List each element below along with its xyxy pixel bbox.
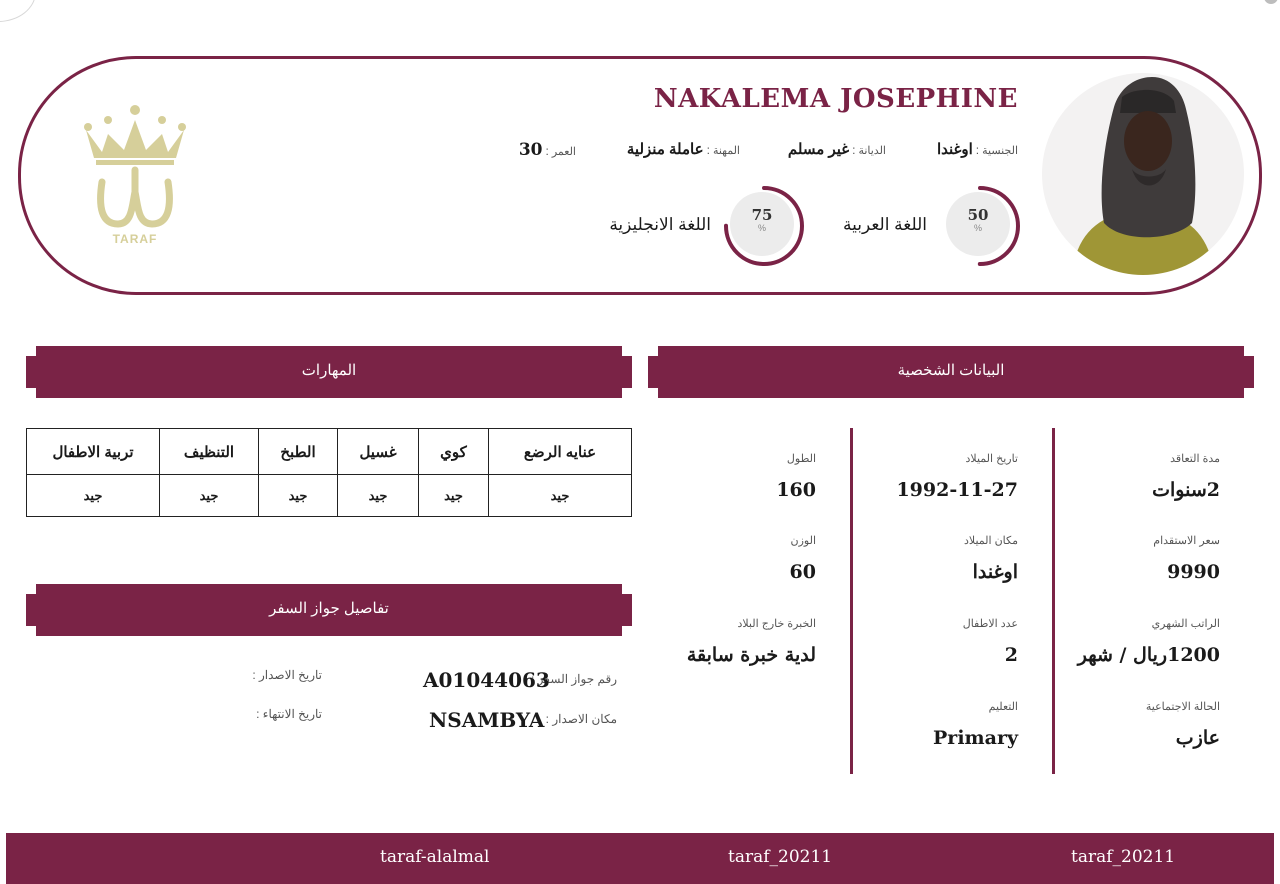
passport-banner bbox=[26, 584, 632, 636]
skill-header-infant-care: عنايه الرضع bbox=[489, 429, 632, 475]
issue-place-label: مكان الاصدار : bbox=[545, 712, 617, 726]
skill-value-cooking: جيد bbox=[259, 475, 338, 517]
passport-title: تفاصيل جواز السفر bbox=[269, 600, 389, 617]
birth-place: مكان الميلاد اوغندا bbox=[963, 535, 1018, 583]
skills-title: المهارات bbox=[301, 362, 357, 379]
profile-photo bbox=[1042, 73, 1244, 275]
employee-name: NAKALEMA JOSEPHINE bbox=[653, 84, 1018, 114]
footer-handle-right[interactable]: taraf_20211 bbox=[1071, 847, 1176, 867]
children-count: عدد الاطفال 2 bbox=[962, 618, 1018, 666]
skill-header-childcare: تربية الاطفال bbox=[27, 429, 160, 475]
skills-table bbox=[26, 428, 632, 517]
experience-abroad: الخبرة خارج البلاد لدية خبرة سابقة bbox=[686, 618, 816, 666]
marital-status: الحالة الاجتماعية عازب bbox=[1145, 701, 1220, 749]
height: الطول 160 bbox=[776, 453, 816, 501]
passport-number-label: رقم جواز السفر : bbox=[531, 672, 617, 686]
footer-handle-left[interactable]: taraf-alalmal bbox=[380, 847, 490, 867]
taraf-logo bbox=[80, 100, 190, 250]
footer-handle-middle[interactable]: taraf_20211 bbox=[728, 847, 833, 867]
skill-header-washing: غسيل bbox=[338, 429, 419, 475]
monthly-salary: الراتب الشهري 1200ريال / شهر bbox=[1077, 618, 1220, 666]
issue-date-label: تاريخ الاصدار : bbox=[252, 668, 322, 682]
skill-header-ironing: كوي bbox=[419, 429, 489, 475]
profession-field: المهنة:عاملة منزلية bbox=[626, 141, 740, 158]
skill-header-cooking: الطبخ bbox=[259, 429, 338, 475]
nationality-field: الجنسية:اوغندا bbox=[936, 141, 1018, 158]
skills-header-row bbox=[27, 429, 632, 475]
religion-field: الديانة:غير مسلم bbox=[787, 141, 886, 158]
skill-header-cleaning: التنظيف bbox=[160, 429, 259, 475]
education: التعليم Primary bbox=[933, 701, 1018, 749]
footer-bar bbox=[6, 833, 1274, 884]
english-level-label: اللغة الانجليزية bbox=[609, 215, 711, 234]
skills-value-row bbox=[27, 475, 632, 517]
svg-text:TARAF: TARAF bbox=[112, 232, 158, 246]
skills-banner bbox=[26, 346, 632, 398]
passport-number: A01044063 bbox=[423, 668, 550, 692]
weight: الوزن 60 bbox=[789, 535, 816, 583]
skill-value-childcare: جيد bbox=[27, 475, 160, 517]
personal-data-title: البيانات الشخصية bbox=[897, 362, 1005, 379]
recruitment-price: سعر الاستقدام 9990 bbox=[1153, 535, 1220, 583]
skill-value-cleaning: جيد bbox=[160, 475, 259, 517]
birth-date: تاريخ الميلاد 1992-11-27 bbox=[896, 453, 1018, 501]
age-field: العمر:30 bbox=[518, 140, 576, 160]
skill-value-ironing: جيد bbox=[419, 475, 489, 517]
arabic-level-gauge: 50 % bbox=[938, 184, 1022, 268]
arabic-level-label: اللغة العربية bbox=[842, 215, 927, 234]
contract-duration: مدة التعاقد 2سنوات bbox=[1152, 453, 1220, 501]
skill-value-washing: جيد bbox=[338, 475, 419, 517]
issue-place: NSAMBYA bbox=[429, 708, 545, 732]
crown-icon bbox=[80, 100, 190, 250]
corner-decoration bbox=[0, 0, 36, 22]
skill-value-infant-care: جيد bbox=[489, 475, 632, 517]
personal-data-banner bbox=[648, 346, 1254, 398]
english-level-gauge: 75 % bbox=[722, 184, 806, 268]
scroll-indicator[interactable] bbox=[1264, 0, 1278, 4]
expiry-date-label: تاريخ الانتهاء : bbox=[256, 707, 322, 721]
